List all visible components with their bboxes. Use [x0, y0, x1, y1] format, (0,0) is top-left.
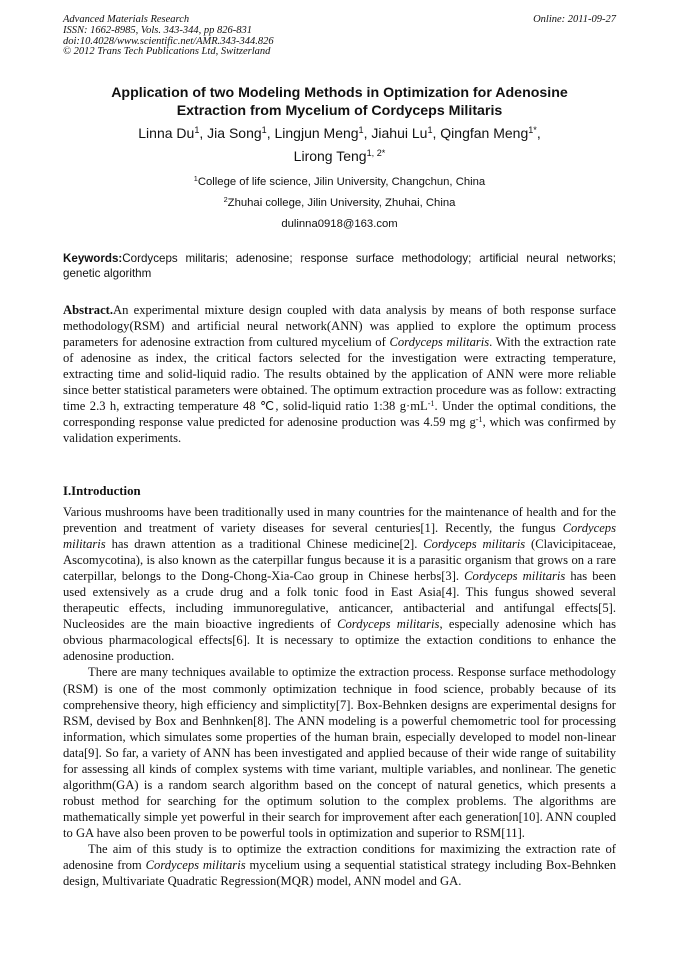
author-separator: ,	[199, 125, 208, 141]
author-name: Jiahui Lu	[371, 125, 428, 141]
introduction-body	[63, 504, 616, 889]
section-heading-introduction: I.Introduction	[63, 484, 141, 498]
copyright-line: © 2012 Trans Tech Publications Ltd, Switzerland	[63, 46, 271, 58]
author-affiliation-mark: 1*	[528, 125, 537, 136]
species-name: Cordyceps militaris	[464, 569, 566, 584]
publication-header	[63, 15, 616, 58]
species-name: Cordyceps militaris	[63, 521, 616, 552]
journal-name: Advanced Materials Research	[63, 14, 190, 25]
paragraph-text: (Clavicipitaceae, Ascomycotina), is also known as the caterpillar fungus because it is a parasitic organism that grows on a rare caterpillar, belongs to the Dong-Chong-Xia-Cao group in Chinese herbs[3].	[63, 537, 616, 584]
author-separator: ,	[363, 125, 372, 141]
paragraph-text: mycelium using a sequential statistical strategy including Box-Behnken design, Multivariate Quadratic Regression(MQR) model, ANN model and GA.	[63, 858, 616, 889]
author-affiliation-mark: 1	[427, 125, 433, 136]
abstract-label: Abstract.	[63, 303, 114, 317]
abstract-text: , which was confirmed by validation experiments.	[63, 415, 616, 446]
author-email[interactable]: dulinna0918@163.com	[281, 218, 398, 230]
affiliation-2	[63, 196, 616, 210]
paragraph-text: The aim of this study is to optimize the extraction conditions for maximizing the extraction rate of adenosine from	[63, 841, 616, 873]
title-line-2: Extraction from Mycelium of Cordyceps Militaris	[176, 103, 503, 119]
keywords-text: Cordyceps militaris; adenosine; response surface methodology; artificial neural networks; genetic algorithm	[63, 252, 616, 280]
author-name: Linna Du	[138, 125, 195, 141]
doi-line: doi:10.4028/www.scientific.net/AMR.343-344.826	[63, 35, 274, 47]
affiliation-text: Zhuhai college, Jilin University, Zhuhai, China	[227, 197, 456, 209]
author-affiliation-mark: 1, 2*	[366, 148, 386, 159]
author-name: Qingfan Meng	[440, 125, 529, 141]
abstract-italic: Cordyceps militaris	[389, 335, 490, 350]
author-list	[63, 122, 616, 168]
abstract-text: . Under the optimal conditions, the corresponding response value predicted for adenosine production was 4.59 mg g	[63, 399, 616, 430]
author-name: Lingjun Meng	[274, 125, 359, 141]
paragraph-text: , especially adenosine which has obvious pharmacological effects[6]. It is necessary to optimize the extaction conditions to enhance the adenosine production.	[63, 617, 617, 664]
affiliation-1	[63, 175, 616, 189]
abstract	[63, 302, 616, 446]
species-name: Cordyceps militaris	[337, 617, 440, 632]
abstract-superscript: -1	[427, 399, 435, 409]
keywords-label: Keywords:	[63, 252, 123, 265]
affiliation-mark: 2	[223, 195, 228, 205]
paragraph-text: Various mushrooms have been traditionally used in many countries for the maintenance of health and for the prevention and treatment of variety diseases for several centuries[1]. Recently, the fungus	[63, 505, 616, 536]
author-affiliation-mark: 1	[261, 125, 267, 136]
abstract-text: . With the extraction rate of adenosine as index, the critical factors selected for the investigation were extracting temperature, extracting time and solid-liquid radio. The results obtained by the application of ANN were more reliable since better statistical parameters were obtained. The optimum extraction procedure was as follow: extracting time 2.3 h, extracting temperature 48 ℃, solid-liquid ratio 1:38 g·mL	[63, 335, 616, 414]
author-name: Jia Song	[207, 125, 262, 141]
species-name: Cordyceps militaris	[145, 858, 246, 873]
online-date: Online: 2011-09-27	[533, 14, 616, 25]
paragraph-text: has drawn attention as a traditional Chinese medicine[2].	[105, 537, 424, 552]
abstract-superscript: -1	[475, 415, 483, 425]
paragraph	[63, 504, 616, 664]
abstract-text: An experimental mixture design coupled with data analysis by means of both response surface methodology(RSM) and artificial neural network(ANN) was applied to explore the optimum process parameters for adenosine extraction from cultured mycelium of	[63, 303, 616, 350]
author-separator: ,	[536, 125, 541, 141]
affiliation-text: College of life science, Jilin University, Changchun, China	[197, 176, 486, 188]
affiliation-mark: 1	[193, 174, 198, 184]
author-name: Lirong Teng	[293, 148, 367, 164]
paragraph	[63, 841, 616, 889]
paragraph: There are many techniques available to optimize the extraction process. Response surface methodology (RSM) is one of the most commonly optimization technique in food science, probably because of its comprehensive theory, high efficiency and simplictity[7]. Box-Behnken designs are experimental designs for RSM, devised by Box and Benhnken[8]. The ANN modeling is a powerful chemometric tool for processing information, which simulates some properties of the human brain, especially developed to model non-linear data[9]. So far, a variety of ANN has been investigated and applied because of their wide range of suitability for assessing all kinds of complex systems with time variant, multiple variables, and nonlinear. The genetic algorithm(GA) is a random search algorithm based on the concept of natural genetics, which presents a robust method for searching for the optimum solution to the complex problems. The algorithms are mathematically simple yet powerful in their search for improvement after each generation[10]. ANN coupled to GA have also been proven to be powerful tools in optimization and superior to RSM[11].	[63, 665, 616, 840]
author-affiliation-mark: 1	[194, 125, 200, 136]
author-affiliation-mark: 1	[358, 125, 364, 136]
paragraph-text: has been used extensively as a crude drug and a folk tonic food in East Asia[4]. This fungus showed several therapeutic effects, including immunoregulative, anticancer, antibacterial and antifungal effects[5]. Nucleosides are the main bioactive ingredients of	[63, 569, 616, 632]
paper-title	[63, 84, 616, 120]
keywords	[63, 252, 616, 281]
author-separator: ,	[432, 125, 441, 141]
issn-line: ISSN: 1662-8985, Vols. 343-344, pp 826-831	[63, 24, 252, 36]
author-separator: ,	[266, 125, 275, 141]
species-name: Cordyceps militaris	[423, 537, 526, 552]
title-line-1: Application of two Modeling Methods in Optimization for Adenosine	[111, 85, 568, 101]
